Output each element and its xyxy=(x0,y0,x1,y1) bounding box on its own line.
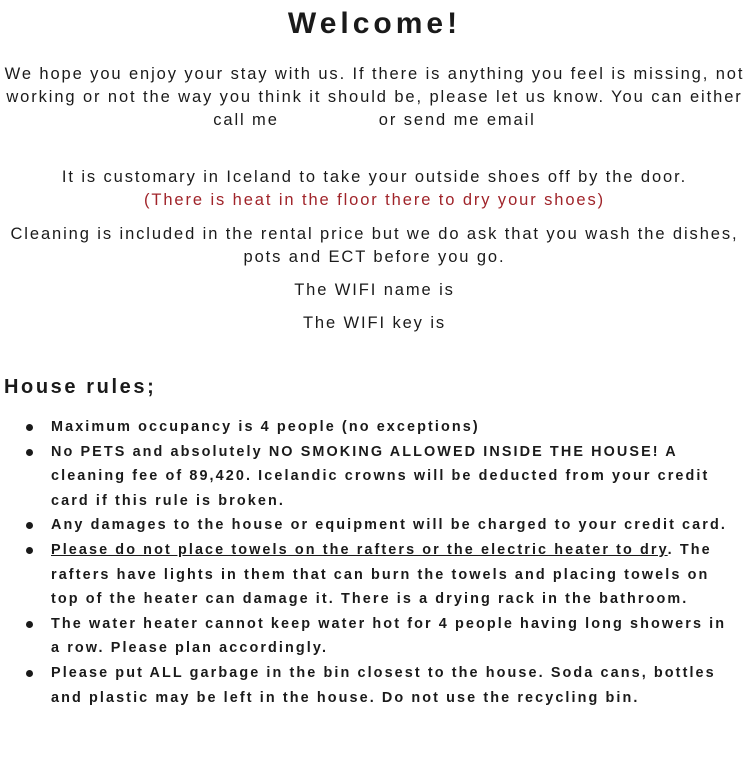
house-rule-occupancy xyxy=(20,415,740,440)
house-rules-heading: House rules; xyxy=(4,376,157,398)
cleaning-paragraph: Cleaning is included in the rental price but we do ask that you wash the dishes, pots and ECT before you go. xyxy=(10,225,739,266)
house-rule-text: Maximum occupancy is 4 people (no exceptions) xyxy=(51,419,480,435)
house-rule-text: The water heater cannot keep water hot for 4 people having long showers in a row. Please plan accordingly. xyxy=(51,615,727,657)
intro-email-text: or send me email xyxy=(378,111,536,129)
intro-paragraph xyxy=(4,63,745,132)
bullet-icon xyxy=(26,522,33,529)
bullet-icon xyxy=(26,621,33,628)
house-rule-damages xyxy=(20,513,740,538)
house-rule-text: Any damages to the house or equipment will be charged to your credit card. xyxy=(51,517,727,534)
page-title: Welcome! xyxy=(287,7,462,40)
house-rule-garbage xyxy=(20,661,740,710)
house-rule-no-pets-no-smoking xyxy=(20,440,740,514)
wifi-name-label: The WIFI name is xyxy=(294,281,455,299)
bullet-icon xyxy=(26,670,33,677)
bullet-icon xyxy=(26,424,33,431)
house-rule-underlined-text: Please do not place towels on the rafters or the electric heater to dry xyxy=(51,541,668,558)
wifi-key-label: The WIFI key is xyxy=(302,314,447,332)
house-rule-water-heater xyxy=(20,612,740,661)
house-rule-text: . The rafters have lights in them that can burn the towels and placing towels on top of the heater can damage it. There is a drying rack in the bathroom. xyxy=(51,541,712,608)
shoes-text: It is customary in Iceland to take your outside shoes off by the door. xyxy=(61,168,688,186)
shoes-paragraph xyxy=(4,166,745,212)
house-rule-towels xyxy=(20,538,740,612)
house-rule-text: No PETS and absolutely NO SMOKING ALLOWED INSIDE THE HOUSE! A cleaning fee of 89,420. Icelandic crowns will be deducted from your credit card if this rule is broken. xyxy=(51,443,710,509)
house-rules-list xyxy=(20,415,740,710)
bullet-icon xyxy=(26,547,33,554)
shoes-heat-note: (There is heat in the floor there to dry your shoes) xyxy=(143,191,606,209)
intro-text: We hope you enjoy your stay with us. If there is anything you feel is missing, not working or not the way you think it should be, please let us know. You can either call me xyxy=(4,65,745,129)
house-rule-text: Please put ALL garbage in the bin closest to the house. Soda cans, bottles and plastic may be left in the house. Do not use the recycling bin. xyxy=(51,664,716,706)
bullet-icon xyxy=(26,449,33,456)
